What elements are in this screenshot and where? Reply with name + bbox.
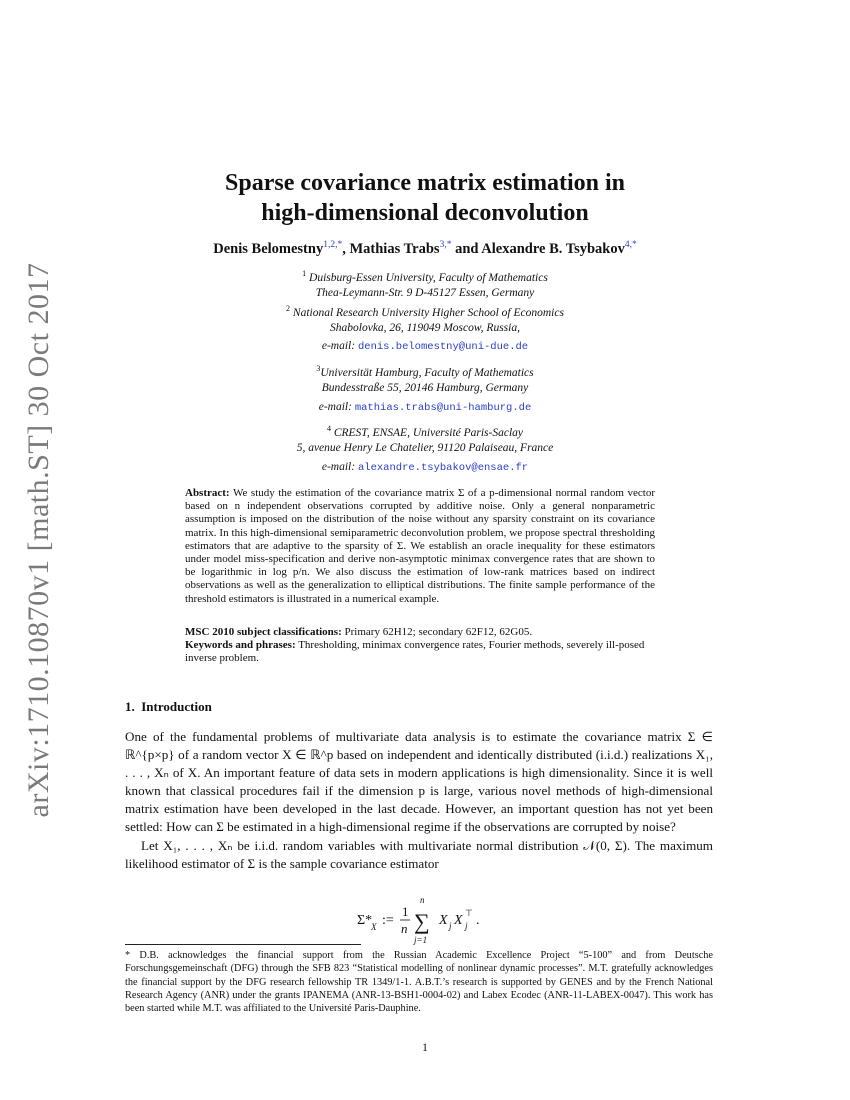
equation-term-sub: j [449, 921, 452, 931]
email-label: e-mail: [321, 461, 356, 473]
equation-frac-num: 1 [402, 904, 409, 919]
classification-block [185, 626, 655, 666]
affiliation-mark: 2 [286, 304, 291, 313]
email-link[interactable]: mathias.trabs@uni-hamburg.de [354, 402, 532, 414]
equation-end: . [476, 913, 480, 928]
email-link[interactable]: alexandre.tsybakov@ensae.fr [357, 462, 529, 474]
author-name: Alexandre B. Tsybakov [481, 240, 625, 257]
equation-term2: X [454, 913, 463, 928]
affiliation-line: CREST, ENSAE, Université Paris-Saclay [333, 426, 524, 439]
author-marks[interactable]: 1,2,* [323, 240, 343, 250]
msc-line [185, 626, 655, 639]
keywords-label: Keywords and phrases: [185, 639, 296, 652]
affiliation [0, 266, 850, 301]
affiliation [0, 361, 850, 396]
affiliation-mark: 4 [326, 424, 331, 433]
keywords-line [185, 639, 655, 665]
abstract [185, 487, 655, 606]
paragraph: Let X₁, . . . , Xₙ be i.i.d. random variables with multivariate normal distribution 𝒩(0, Σ). The maximum likelihood estimator of Σ is the sample covariance estimator [125, 837, 713, 871]
affiliation-line: Shabolovka, 26, 119049 Moscow, Russia, [330, 321, 520, 334]
affiliation-line: Thea-Leymann-Str. 9 D-45127 Essen, Germany [315, 286, 535, 299]
paper-title [0, 168, 850, 228]
msc-text: Primary 62H12; secondary 62F12, 62G05. [344, 626, 533, 638]
email-line [0, 461, 850, 474]
arxiv-identifier [8, 262, 70, 818]
affiliation-mark: 3 [316, 364, 321, 373]
equation-sum-top: n [420, 895, 425, 905]
affiliation-mark: 1 [302, 269, 307, 278]
author-separator: and [451, 240, 482, 257]
section-number: 1. [125, 699, 135, 714]
section-title: Introduction [141, 699, 212, 714]
author-separator: , [342, 240, 350, 257]
display-equation [0, 894, 850, 954]
section-heading [125, 699, 212, 715]
affiliation [0, 421, 850, 456]
affiliation-line: 5, avenue Henry Le Chatelier, 91120 Palaiseau, France [296, 441, 554, 454]
body-text [125, 728, 713, 873]
author-marks[interactable]: 4,* [624, 240, 637, 250]
paragraph: One of the fundamental problems of multivariate data analysis is to estimate the covariance matrix Σ ∈ ℝ^{p×p} of a random vector X ∈ ℝ^p based on independent and identically distributed (i.i.d.) realizations X₁, . . . , Xₙ of X. An important feature of data sets in modern applications is high dimensionality. Since it is well known that classical procedures fail if the dimension p is large, various novel methods of high-dimensional matrix estimation have been developed in the last decade. However, an important question has not yet been settled: How can Σ be estimated in a high-dimensional regime if the observations are corrupted by noise? [125, 729, 713, 835]
equation-sum-bottom: j=1 [414, 935, 428, 945]
footnote [125, 949, 713, 1015]
equation-lhs: Σ* [357, 913, 373, 928]
author-marks[interactable]: 3,* [439, 240, 452, 250]
page-number: 1 [422, 1040, 428, 1054]
affiliation-line: National Research University Higher School of Economics [292, 306, 564, 319]
equation-assign: := [382, 913, 394, 928]
arxiv-identifier-text: arXiv:1710.10870v1 [math.ST] 30 Oct 2017 [22, 262, 55, 818]
title-line-2: high-dimensional deconvolution [261, 200, 589, 226]
footnote-divider [125, 944, 361, 945]
author-name: Denis Belomestny [213, 240, 324, 257]
equation-lhs-sub: X [371, 922, 377, 932]
email-link[interactable]: denis.belomestny@uni-due.de [357, 341, 529, 353]
author-list [0, 240, 850, 258]
equation-term2-sup: ⊤ [465, 908, 473, 918]
equation-term2-sub: j [465, 921, 468, 931]
email-label: e-mail: [318, 401, 352, 413]
email-line [0, 401, 850, 414]
affiliation-line: Universität Hamburg, Faculty of Mathematics [320, 366, 534, 379]
abstract-label: Abstract: [185, 487, 230, 499]
affiliation-line: Duisburg-Essen University, Faculty of Mathematics [309, 271, 548, 284]
affiliation [0, 301, 850, 336]
affiliation-line: Bundesstraße 55, 20146 Hamburg, Germany [321, 381, 529, 394]
abstract-text: We study the estimation of the covariance matrix Σ of a p-dimensional normal random vector based on n independent observations corrupted by additive noise. Only a general nonparametric assumption is imposed on the distribution of the noise without any sparsity constraint on its covariance matrix. In this high-dimensional semiparametric deconvolution problem, we propose spectral thresholding estimators that are adaptive to the sparsity of Σ. We establish an oracle inequality for these estimators under model miss-specification and derive non-asymptotic minimax convergence rates that are shown to be logarithmic in log p/n. We also discuss the estimation of low-rank matrices based on indirect observations as well as the generalization to elliptical distributions. The finite sample performance of the threshold estimators is illustrated in a numerical example. [185, 487, 655, 605]
footnote-text: * D.B. acknowledges the financial support from the Russian Academic Excellence Project “5-100” and from Deutsche Forschungsgemeinschaft (DFG) through the SFB 823 “Statistical modelling of nonlinear dynamic processes”. M.T. gratefully acknowledges the financial support by the DFG research fellowship TR 1349/1-1. A.B.T.’s research is supported by GENES and by the French National Research Agency (ANR) under the grants IPANEMA (ANR-13-BSH1-0004-02) and Labex Ecodec (ANR-11-LABEX-0047). This work has been started while M.T. was affiliated to the Université Paris-Dauphine. [125, 950, 713, 1015]
author-name: Mathias Trabs [349, 240, 440, 257]
sum-sign-icon: ∑ [414, 909, 430, 934]
msc-label: MSC 2010 subject classifications: [185, 626, 342, 638]
equation-term: X [439, 913, 448, 928]
email-label: e-mail: [321, 340, 356, 352]
equation-frac-den: n [401, 921, 408, 936]
keywords-text: Thresholding, minimax convergence rates, Fourier methods, severely ill-posed inverse problem. [185, 639, 645, 665]
title-line-1: Sparse covariance matrix estimation in [225, 170, 625, 196]
email-line [0, 340, 850, 353]
